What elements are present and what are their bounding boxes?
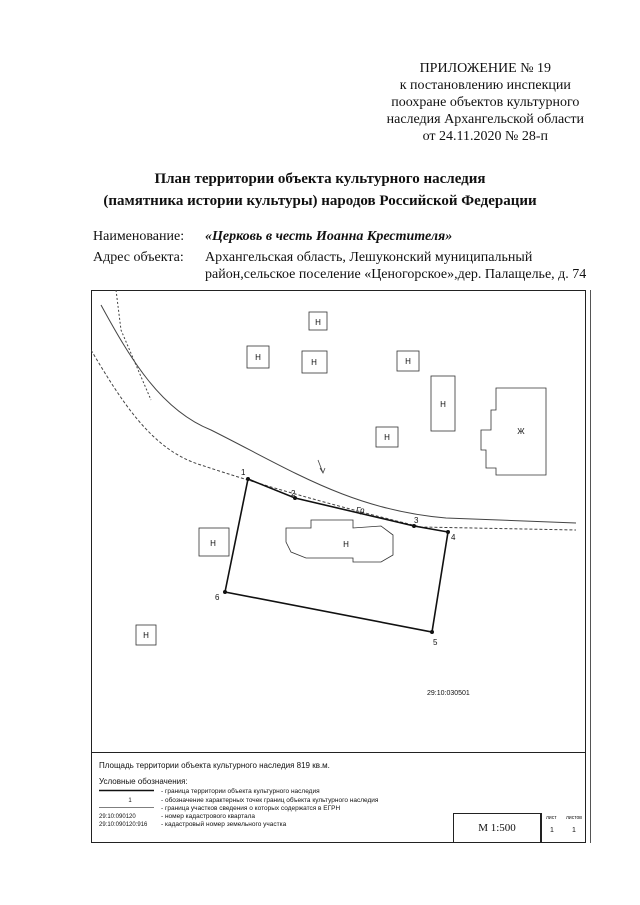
point-label: 2	[291, 489, 296, 498]
sheet-value: 1	[550, 827, 554, 834]
appendix-date: от 24.11.2020 № 28-п	[422, 129, 549, 144]
legend-symbol-parcel-number: 29:10:090120:916	[99, 821, 148, 828]
fence-line	[116, 290, 151, 400]
title-line-1: План территории объекта культурного наследия	[154, 171, 486, 187]
legend-symbol-boundary	[99, 788, 161, 795]
document-title	[0, 168, 640, 212]
point-label: 1	[241, 468, 246, 477]
building-mark: Н	[210, 539, 216, 548]
legend-row	[99, 797, 378, 804]
legend-row	[99, 788, 320, 795]
point-label: 4	[451, 533, 456, 542]
road-edge-upper	[101, 305, 576, 523]
building-mark: Ж	[517, 427, 525, 436]
legend-symbol-point: 1	[128, 797, 132, 804]
building-mark: Н	[315, 318, 321, 327]
legend-area	[91, 752, 586, 843]
address-value: Архангельская область, Лешуконский муниципальный район,сельское поселение «Ценогорское»,дер. Палащелье, д. 74	[205, 250, 587, 282]
church-outline	[286, 520, 393, 562]
sheets-label: листов	[566, 815, 582, 821]
point-label: 3	[414, 516, 419, 525]
sheet-table	[541, 813, 587, 843]
object-info	[93, 228, 625, 283]
title-line-2: (памятника истории культуры) народов Российской Федерации	[103, 193, 537, 209]
legend-row	[99, 813, 255, 820]
name-label: Наименование:	[93, 229, 185, 244]
legend-title: Условные обозначения:	[99, 777, 188, 786]
legend-row	[99, 821, 286, 828]
legend-text: - номер кадастрового квартала	[161, 813, 256, 820]
legend-row	[99, 805, 340, 812]
point-label: 6	[215, 593, 220, 602]
sheets-value: 1	[572, 827, 576, 834]
building-mark: Н	[255, 353, 261, 362]
legend-symbol-parcel	[99, 805, 161, 812]
legend-text: - граница территории объекта культурного наследия	[161, 788, 320, 795]
building-mark: Н	[311, 358, 317, 367]
heritage-boundary	[225, 479, 448, 632]
appendix-line: к постановлению инспекции	[399, 78, 571, 93]
boundary-point	[223, 590, 227, 594]
legend-text: - обозначение характерных точек границ объекта культурного наследия	[161, 797, 379, 804]
building-mark: Н	[143, 631, 149, 640]
legend-text: - кадастровый номер земельного участка	[161, 821, 287, 828]
name-value: «Церковь в честь Иоанна Крестителя»	[205, 229, 453, 244]
address-label: Адрес объекта:	[93, 250, 184, 265]
road-edge-lower	[91, 350, 576, 530]
building-outline	[481, 388, 546, 475]
appendix-title: ПРИЛОЖЕНИЕ № 19	[419, 61, 552, 76]
sheet-frame-outer	[590, 290, 591, 843]
boundary-road-label: Гр	[356, 506, 365, 515]
point-label: 5	[433, 638, 438, 647]
boundary-point	[430, 630, 434, 634]
building-mark: Н	[440, 400, 446, 409]
building-mark: Н	[405, 357, 411, 366]
scale-box: М 1:500	[453, 813, 541, 843]
legend-text: - граница участков сведения о которых содержатся в ЕГРН	[161, 805, 341, 812]
cadastral-number: 29:10:030501	[427, 690, 470, 697]
site-plan	[91, 290, 586, 752]
appendix-line: наследия Архангельской области	[386, 112, 584, 127]
area-statement: Площадь территории объекта культурного наследия 819 кв.м.	[99, 761, 330, 770]
road-direction-arrow	[318, 460, 325, 473]
appendix-line: поохране объектов культурного	[391, 95, 580, 110]
boundary-point	[246, 477, 250, 481]
appendix-block	[387, 60, 584, 145]
sheet-label: лист	[546, 815, 557, 821]
boundary-point	[446, 530, 450, 534]
building-mark: Н	[384, 433, 390, 442]
building-mark: Н	[343, 540, 349, 549]
legend-symbol-quarter: 29:10:090120	[99, 813, 136, 820]
